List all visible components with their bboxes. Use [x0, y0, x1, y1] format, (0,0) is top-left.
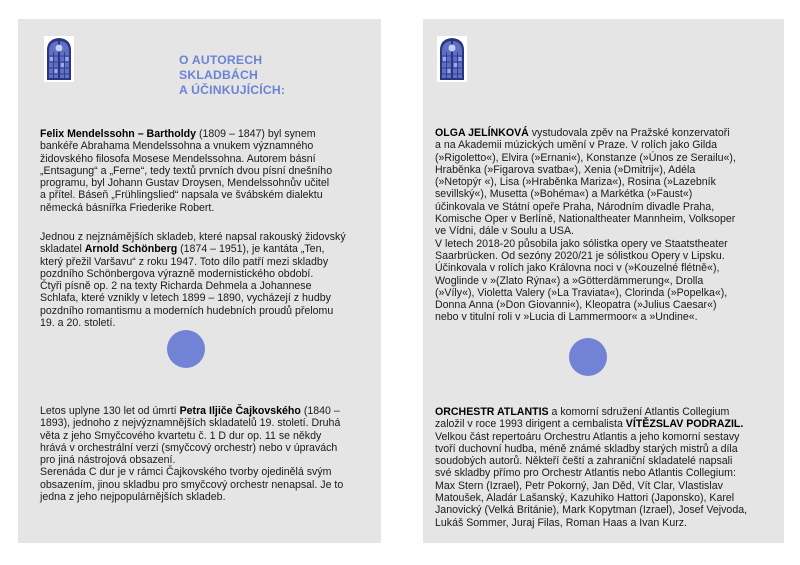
- schoenberg-paragraph: [40, 231, 346, 329]
- section-heading: [179, 53, 285, 97]
- heading-line: O AUTORECH: [179, 53, 263, 67]
- jelinkova-paragraph: [435, 127, 736, 324]
- tchaikovsky-paragraph: [40, 405, 343, 503]
- paragraph-text: Jednou z nejznámějších skladeb, které napsal rakouský židovský skladatel: [40, 231, 346, 256]
- paragraph-text: vystudovala zpěv na Pražské konzervatoři a na Akademii múzických umění v Praze. V rolích jako Gilda (»Rigoletto«), Elvira (»Ernani«), Konstanze (»Únos ze Serailu«), Hraběnka (»Figarova svatba«), Xenia (»Dmitrij«), Adéla (»Netopýr «), Lisa (»Hraběnka Mariza«), Rosina (»Lazebník sevillský«), Musetta (»Bohéma«) a Markétka (»Faust«) účinkovala ve Státní opeře Praha, Národním divadle Praha, Komische Oper v Berlíně, Nationaltheater Mannheim, Volksoper ve Vídni, dále v Soulu a USA. V letech 2018-20 působila jako sólistka opery ve Staatstheater Saarbrücken. Od sezóny 2020/21 je sólistkou Opery v Lipsku. Účinkovala v rolích jako Královna noci v (»Kouzelné flétně«), Woglinde v »(Zlato Rýna«) a »Götterdämmerung«, Drolla (»Víly«), Violetta Valery (»La Traviata«), Clorinda (»Popelka«), Donna Anna (»Don Giovanni«), Kleopatra (»Julius Caesar«) nebo v titulní roli v »Lucia di Lammermoor« a »Undine«.: [435, 127, 736, 324]
- heading-line: A ÚČINKUJÍCÍCH:: [179, 82, 286, 97]
- composer-name: Arnold Schönberg: [84, 243, 178, 256]
- paragraph-text: a komorní sdružení Atlantis Collegium založil v roce 1993 dirigent a cembalista: [435, 406, 730, 431]
- stained-glass-window-icon: [437, 36, 467, 82]
- paragraph-text: (1874 – 1951), je kantáta „Ten, který přežil Varšavu“ z roku 1947. Toto dílo patří mezi skladby pozdního Schönbergova výrazně modernistického období. Čtyři písně op. 2 na texty Richarda Dehmela a Johannese Schlafa, které vznikly v letech 1899 – 1890, vycházejí z hudby pozdního romantismu a moderních hudebních proudů přelomu 19. a 20. století.: [40, 243, 334, 330]
- stained-glass-window-icon: [44, 36, 74, 82]
- paragraph-text: Velkou část repertoáru Orchestru Atlantis a jeho komorní sestavy tvoří duchovní hudba, méně známé skladby starých mistrů a díla soudobých autorů. Někteří čeští a zahraniční skladatelé napsali své skladby přímo pro Orchestr Atlantis nebo Atlantis Collegium: Max Stern (Izrael), Petr Pokorný, Jan Děd, Vít Clar, Vlastislav Matoušek, Aladár Lašanský, Kazuhiko Hattori (Japonsko), Karel Janovický (Velká Británie), Mark Kopytman (Izrael), Josef Vejvoda, Lukáš Sommer, Juraj Filas, Roman Haas a Ivan Kurz.: [435, 430, 748, 529]
- heading-line: SKLADBÁCH: [179, 67, 258, 82]
- conductor-name: VÍTĚZSLAV PODRAZIL.: [625, 418, 744, 431]
- right-page: [423, 19, 784, 543]
- ensemble-name: ORCHESTR ATLANTIS: [435, 406, 549, 418]
- decorative-dot: [167, 330, 205, 368]
- composer-name: Petra Iljiče Čajkovského: [179, 405, 301, 417]
- paragraph-text: (1840 – 1893), jednoho z nejvýznamnějších skladatelů 19. století. Druhá věta z jeho Smyčcového kvartetu č. 1 D dur op. 11 se někdy hrává v orchestrální verzi (smyčcový orchestr) nebo v úpravách pro jiná nástrojová obsazení. Serenáda C dur je v rámci Čajkovského tvorby ojedinělá svým obsazením, jinou skladbu pro smyčcový orchestr nenapsal. Je to jedna z jeho nejpopulárnějších skladeb.: [40, 405, 344, 504]
- paragraph-text: (1809 – 1847) byl synem bankéře Abrahama Mendelssohna a vnukem významného židovského filosofa Mosese Mendelssohna. Autorem básní „Entsagung“ a „Ferne“, tedy textů prvních dvou písní dnešního programu, byl Johann Gustav Droysen, Mendelssohnův učitel a přítel. Báseň „Frühlingslied“ napsala ve švábském dialektu německá básnířka Friederike Robert.: [40, 128, 333, 214]
- mendelssohn-paragraph: [40, 128, 332, 214]
- decorative-dot: [569, 338, 607, 376]
- paragraph-text: Letos uplyne 130 let od úmrtí: [40, 405, 180, 417]
- composer-name: Felix Mendelssohn – Bartholdy: [40, 128, 196, 140]
- performer-name: OLGA JELÍNKOVÁ: [435, 127, 529, 139]
- atlantis-paragraph: [435, 406, 747, 529]
- left-page: [18, 19, 381, 543]
